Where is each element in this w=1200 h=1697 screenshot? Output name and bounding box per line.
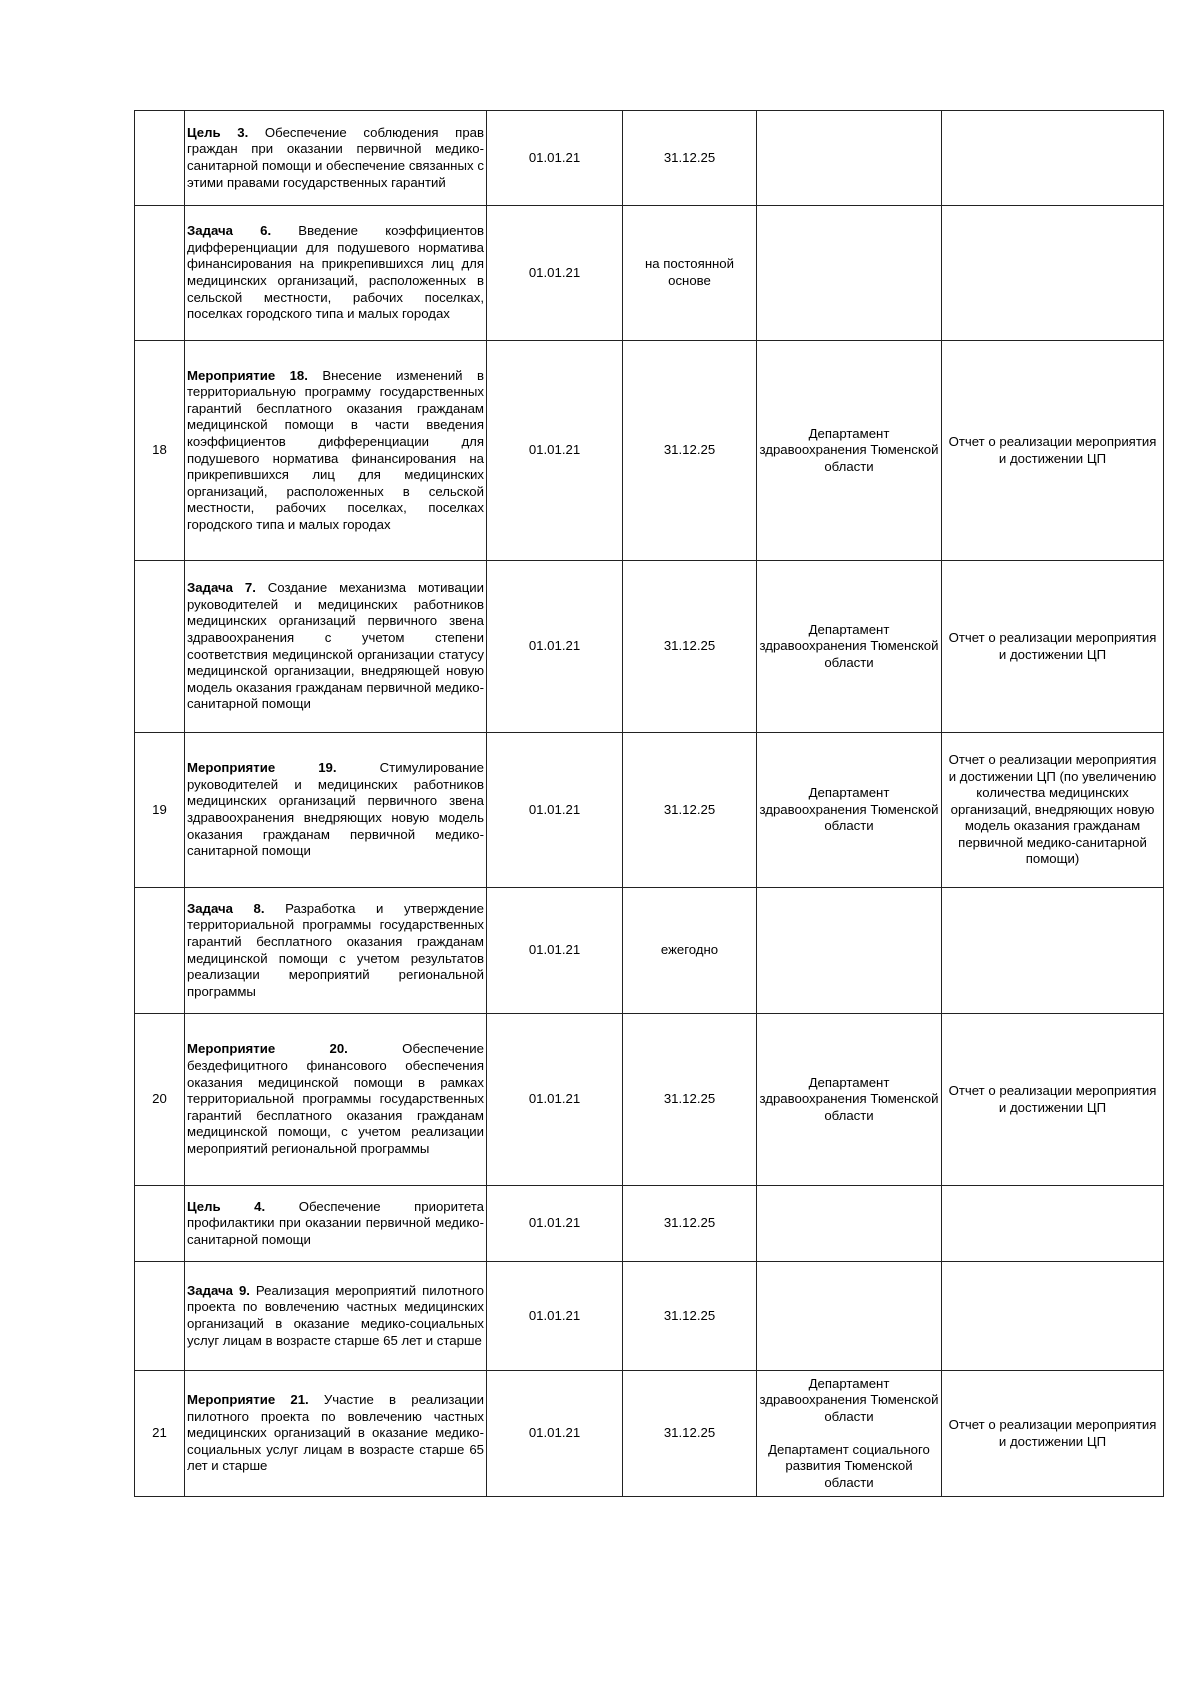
row-description <box>185 1014 487 1186</box>
row-label: Мероприятие 18. <box>187 367 308 383</box>
row-result <box>942 111 1164 206</box>
row-start-date: 01.01.21 <box>487 111 623 206</box>
row-description <box>185 1262 487 1371</box>
row-label: Задача 9. <box>187 1282 250 1298</box>
row-start-date: 01.01.21 <box>487 206 623 341</box>
row-label: Цель 3. <box>187 124 249 140</box>
table-row <box>135 561 1164 733</box>
row-description <box>185 888 487 1014</box>
row-text: Обеспечение приоритета профилактики при оказании первичной медико-санитарной помощи <box>187 1198 484 1247</box>
action-plan-body <box>135 111 1164 1497</box>
row-result: Отчет о реализации мероприятия и достижении ЦП <box>942 1014 1164 1186</box>
row-description <box>185 1371 487 1497</box>
row-number: 19 <box>135 733 185 888</box>
action-plan-table <box>134 110 1164 1497</box>
row-responsible <box>757 561 942 733</box>
table-row <box>135 733 1164 888</box>
table-row <box>135 888 1164 1014</box>
row-text: Обеспечение соблюдения прав граждан при оказании первичной медико-санитарной помощи и обеспечение связанных с этими правами государственных гарантий <box>187 124 484 190</box>
responsible-department: Департамент социального развития Тюменской области <box>768 1441 930 1490</box>
row-text: Внесение изменений в территориальную программу государственных гарантий бесплатного оказания гражданам медицинской помощи в части введения коэффициентов дифференциации для подушевого норматива финансирования на прикрепившихся лиц для медицинских организаций, расположенных в сельской местности, рабочих поселках, поселках городского типа и малых городах <box>187 367 484 532</box>
row-number <box>135 1186 185 1262</box>
responsible-department: Департамент здравоохранения Тюменской области <box>759 425 939 474</box>
row-end-date: 31.12.25 <box>623 1186 757 1262</box>
table-row <box>135 341 1164 561</box>
row-label: Цель 4. <box>187 1198 266 1214</box>
table-row <box>135 206 1164 341</box>
row-description <box>185 111 487 206</box>
row-description <box>185 206 487 341</box>
row-number: 20 <box>135 1014 185 1186</box>
row-label: Задача 7. <box>187 580 256 596</box>
row-description <box>185 733 487 888</box>
responsible-department: Департамент здравоохранения Тюменской области <box>759 621 939 670</box>
responsible-department: Департамент здравоохранения Тюменской области <box>759 1074 939 1123</box>
row-text: Введение коэффициентов дифференциации для подушевого норматива финансирования на прикрепившихся лиц для медицинских организаций, расположенных в сельской местности, рабочих поселках, поселках городского типа и малых городах <box>187 223 485 322</box>
row-text: Создание механизма мотивации руководителей и медицинских работников медицинских организаций первичного звена здравоохранения с учетом степени соответствия медицинской организации статусу медицинской организации, внедряющей новую модель оказания гражданам первичной медико-санитарной помощи <box>187 580 485 712</box>
row-result <box>942 888 1164 1014</box>
row-label: Мероприятие 20. <box>187 1041 348 1057</box>
row-number <box>135 1262 185 1371</box>
row-start-date: 01.01.21 <box>487 733 623 888</box>
row-end-date: 31.12.25 <box>623 1262 757 1371</box>
row-number <box>135 206 185 341</box>
row-number <box>135 888 185 1014</box>
row-responsible <box>757 888 942 1014</box>
row-end-date: 31.12.25 <box>623 111 757 206</box>
row-label: Мероприятие 21. <box>187 1392 309 1408</box>
row-end-date: 31.12.25 <box>623 1014 757 1186</box>
row-result: Отчет о реализации мероприятия и достижении ЦП (по увеличению количества медицинских организаций, внедряющих новую модель оказания гражданам первичной медико-санитарной помощи) <box>942 733 1164 888</box>
row-end-date: ежегодно <box>623 888 757 1014</box>
row-end-date: 31.12.25 <box>623 341 757 561</box>
row-start-date: 01.01.21 <box>487 1014 623 1186</box>
table-row <box>135 1186 1164 1262</box>
row-text: Участие в реализации пилотного проекта по вовлечению частных медицинских организаций в оказание медико-социальных услуг лицам в возрасте старше 65 лет и старше <box>187 1392 484 1474</box>
row-result <box>942 1262 1164 1371</box>
row-label: Мероприятие 19. <box>187 760 337 776</box>
row-text: Обеспечение бездефицитного финансового обеспечения оказания медицинской помощи в рамках территориальной программы государственных гарантий бесплатного оказания гражданам медицинской помощи, с учетом реализации мероприятий региональной программы <box>187 1041 485 1156</box>
row-start-date: 01.01.21 <box>487 341 623 561</box>
row-number: 21 <box>135 1371 185 1497</box>
row-description <box>185 1186 487 1262</box>
row-responsible <box>757 1186 942 1262</box>
row-end-date: 31.12.25 <box>623 1371 757 1497</box>
table-row <box>135 111 1164 206</box>
row-label: Задача 6. <box>187 223 272 239</box>
row-start-date: 01.01.21 <box>487 1371 623 1497</box>
row-description <box>185 561 487 733</box>
table-row <box>135 1262 1164 1371</box>
row-result <box>942 1186 1164 1262</box>
table-row <box>135 1014 1164 1186</box>
row-result: Отчет о реализации мероприятия и достижении ЦП <box>942 341 1164 561</box>
row-description <box>185 341 487 561</box>
row-responsible <box>757 341 942 561</box>
row-text: Реализация мероприятий пилотного проекта по вовлечению частных медицинских организаций в оказание медико-социальных услуг лицам в возрасте старше 65 лет и старше <box>187 1282 484 1348</box>
responsible-department: Департамент здравоохранения Тюменской области <box>759 785 939 834</box>
row-end-date: 31.12.25 <box>623 733 757 888</box>
row-start-date: 01.01.21 <box>487 1186 623 1262</box>
table-row <box>135 1371 1164 1497</box>
row-number: 18 <box>135 341 185 561</box>
row-responsible <box>757 1014 942 1186</box>
row-result: Отчет о реализации мероприятия и достижении ЦП <box>942 1371 1164 1497</box>
row-responsible <box>757 733 942 888</box>
row-number <box>135 111 185 206</box>
row-text: Стимулирование руководителей и медицинских работников медицинских организаций первичного звена здравоохранения внедряющих новую модель оказания гражданам первичной медико-санитарной помощи <box>187 760 484 859</box>
row-start-date: 01.01.21 <box>487 888 623 1014</box>
row-label: Задача 8. <box>187 900 265 916</box>
row-end-date: 31.12.25 <box>623 561 757 733</box>
row-responsible <box>757 1262 942 1371</box>
row-start-date: 01.01.21 <box>487 561 623 733</box>
row-text: Разработка и утверждение территориальной программы государственных гарантий бесплатного оказания гражданам медицинской помощи с учетом результатов реализации мероприятий региональной программы <box>187 900 484 999</box>
row-end-date: на постоянной основе <box>623 206 757 341</box>
row-responsible <box>757 111 942 206</box>
row-result <box>942 206 1164 341</box>
row-responsible <box>757 206 942 341</box>
row-start-date: 01.01.21 <box>487 1262 623 1371</box>
responsible-department: Департамент здравоохранения Тюменской области <box>759 1375 939 1424</box>
row-result: Отчет о реализации мероприятия и достижении ЦП <box>942 561 1164 733</box>
row-responsible <box>757 1371 942 1497</box>
row-number <box>135 561 185 733</box>
